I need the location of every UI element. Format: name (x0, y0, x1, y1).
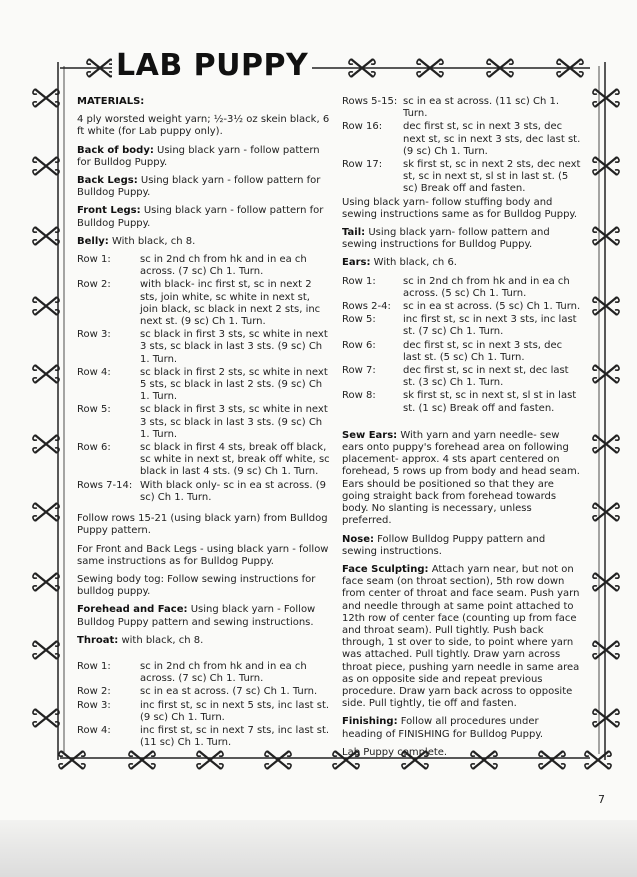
forehead-label: Forehead and Face: (77, 604, 188, 616)
ears-section (342, 257, 582, 269)
sew-ears-label: Sew Ears: (342, 429, 398, 441)
throat-label: Throat: (77, 634, 119, 646)
row-label: Row 2: (77, 279, 111, 291)
pattern-row (342, 121, 582, 158)
row-text: dec first st, sc in next st, dec last st. (3 sc) Ch 1. Turn. (403, 365, 569, 389)
row-label: Row 5: (342, 314, 376, 326)
belly-text: With black, ch 8. (108, 235, 196, 247)
spacer (342, 416, 582, 430)
row-text: sk first st, sc in next 2 sts, dec next st, sc in next st, sl st in last st. (5 sc) Break off and fasten. (403, 159, 581, 195)
row-text: sc in ea st across. (5 sc) Ch 1. Turn. (403, 301, 581, 313)
throat-rows (77, 661, 330, 749)
row-text: inc first st, sc in next 3 sts, inc last st. (7 sc) Ch 1. Turn. (403, 314, 577, 338)
front-legs-text: Using black yarn - follow pattern for Bulldog Puppy. (77, 205, 324, 229)
page-number: 7 (598, 793, 605, 806)
row-text: sc black in first 4 sts, break off black, sc white in next st, break off white, sc black in last 4 sts. (9 sc) Ch 1. Turn. (140, 442, 330, 478)
front-legs-label: Front Legs: (77, 205, 141, 217)
back-legs-section (77, 175, 330, 199)
belly-label: Belly: (77, 235, 109, 247)
page-title: LAB PUPPY (112, 46, 312, 86)
belly-section (77, 236, 330, 248)
row-label: Row 1: (77, 660, 111, 672)
sewing-body-text: Sewing body tog: Follow sewing instructions for bulldog puppy. (77, 573, 316, 598)
row-label: Rows 7-14: (77, 479, 133, 491)
row-label: Row 4: (77, 366, 111, 378)
materials-text: 4 ply worsted weight yarn; ½-3½ oz skein black, 6 ft white (for Lab puppy only). (77, 114, 330, 138)
ear-rows (342, 276, 582, 415)
back-of-body-text: Using black yarn - follow pattern for Bulldog Puppy. (77, 144, 320, 168)
row-label: Row 5: (77, 404, 111, 416)
row-label: Row 3: (77, 329, 111, 341)
pattern-row (342, 390, 582, 414)
face-sculpting-section (342, 564, 582, 710)
row-text: sc in ea st across. (7 sc) Ch 1. Turn. (140, 686, 318, 698)
pattern-row (342, 159, 582, 196)
tail-section (342, 227, 582, 251)
pattern-row (77, 404, 330, 441)
row-text: dec first st, sc in next 3 sts, dec next st, sc in next 3 sts, dec last st. (9 sc) Ch 1. Turn. (403, 121, 581, 157)
throat-text: with black, ch 8. (118, 634, 204, 646)
pattern-row (77, 661, 330, 685)
pattern-row (77, 254, 330, 278)
pattern-row (342, 96, 582, 120)
ears-text: With black, ch 6. (370, 257, 457, 269)
finishing-text: Follow all procedures under heading of FINISHING for Bulldog Puppy. (342, 716, 544, 740)
nose-label: Nose: (342, 533, 374, 545)
spacer (77, 505, 330, 513)
row-label: Row 6: (77, 442, 111, 454)
pattern-row (77, 686, 330, 698)
row-text: sc in 2nd ch from hk and in ea ch across. (7 sc) Ch 1. Turn. (140, 254, 307, 278)
row-label: Row 1: (77, 254, 111, 266)
finishing-section (342, 716, 582, 740)
back-legs-label: Back Legs: (77, 175, 138, 187)
back-of-body-section (77, 145, 330, 169)
follow-rows-text: Follow rows 15-21 (using black yarn) from Bulldog Puppy pattern. (77, 513, 328, 537)
row-label: Row 4: (77, 724, 111, 736)
pattern-row (77, 480, 330, 504)
pattern-row (342, 365, 582, 389)
tail-label: Tail: (342, 227, 366, 239)
face-sculpting-text: Attach yarn near, but not on face seam (on throat section), 5th row down from center of throat and face seam. Push yarn and needle through at same point attached to 12th row of center face (counting up from face and throat seam). Pull tightly. Push back through, 1 st over to side, to point where yarn was attached. Pull tightly. Draw yarn across throat piece, pushing yarn needle in same area as on opposite side and repeat previous procedure. Draw yarn back across to opposite side. Pull tightly, tie off and fasten. (342, 563, 580, 710)
sew-ears-text: With yarn and yarn needle- sew ears onto puppy's forehead area on following placement- approx. 4 sts apart centered on forehead, 5 rows up from body and head seam. Ears should be positioned so that they are going straight back from forehead towards body. No slanting is necessary, unless preferred. (342, 429, 580, 527)
row-label: Row 2: (77, 686, 111, 698)
row-text: inc first st, sc in next 5 sts, inc last st. (9 sc) Ch 1. Turn. (140, 699, 330, 723)
row-label: Rows 2-4: (342, 301, 391, 313)
front-legs-section (77, 205, 330, 229)
row-label: Row 16: (342, 121, 383, 133)
pattern-row (77, 700, 330, 724)
row-text: dec first st, sc in next 3 sts, dec last st. (5 sc) Ch 1. Turn. (403, 339, 563, 363)
pattern-row (77, 279, 330, 328)
row-text: sc black in first 2 sts, sc white in next 5 sts, sc black in last 2 sts. (9 sc) Ch 1. Turn. (140, 366, 328, 403)
nose-section (342, 534, 582, 558)
row-text: sk first st, sc in next st, sl st in last st. (1 sc) Break off and fasten. (403, 390, 577, 414)
forehead-text: Using black yarn - Follow Bulldog Puppy pattern and sewing instructions. (77, 604, 316, 628)
pattern-row (342, 314, 582, 338)
throat-rows-continued (342, 96, 582, 196)
pattern-row (342, 301, 582, 313)
row-text: with black- inc first st, sc in next 2 sts, join white, sc white in next st, join black, sc black in next 2 sts, inc next st. (9 sc) Ch 1. Turn. (140, 279, 321, 328)
complete-text: Lab Puppy complete. (342, 746, 448, 758)
materials-section (77, 96, 330, 108)
row-text: With black only- sc in ea st across. (9 sc) Ch 1. Turn. (140, 479, 326, 503)
pattern-row (77, 367, 330, 404)
left-column (77, 96, 330, 750)
pattern-row (342, 340, 582, 364)
throat-section (77, 635, 330, 647)
pattern-row (77, 442, 330, 479)
front-back-legs-text: For Front and Back Legs - using black yarn - follow same instructions as for Bulldog Puppy. (77, 543, 329, 567)
row-label: Row 6: (342, 339, 376, 351)
face-sculpting-label: Face Sculpting: (342, 563, 429, 575)
pattern-row (77, 329, 330, 366)
row-text: sc black in first 3 sts, sc white in next 3 sts, sc black in last 3 sts. (9 sc) Ch 1. Turn. (140, 329, 328, 365)
row-label: Row 7: (342, 365, 376, 377)
right-column (342, 96, 582, 765)
row-text: sc black in first 3 sts, sc white in next 3 sts, sc black in last 3 sts. (9 sc) Ch 1. Turn. (140, 404, 328, 440)
tail-text: Using black yarn- follow pattern and sewing instructions for Bulldog Puppy. (342, 227, 550, 251)
belly-rows (77, 254, 330, 504)
finishing-label: Finishing: (342, 716, 398, 728)
back-legs-text: Using black yarn - follow pattern for Bulldog Puppy. (77, 175, 321, 199)
pattern-row (342, 276, 582, 300)
ears-label: Ears: (342, 257, 371, 269)
forehead-section (77, 604, 330, 628)
row-label: Row 3: (77, 699, 111, 711)
nose-text: Follow Bulldog Puppy pattern and sewing instructions. (342, 533, 546, 557)
materials-heading: MATERIALS: (77, 96, 145, 107)
row-label: Row 8: (342, 390, 376, 402)
pattern-row (77, 725, 330, 749)
row-label: Row 1: (342, 275, 376, 287)
spacer (77, 653, 330, 661)
row-text: sc in 2nd ch from hk and in ea ch across. (5 sc) Ch 1. Turn. (403, 275, 570, 299)
stuffing-text: Using black yarn- follow stuffing body and sewing instructions same as for Bulldog Puppy. (342, 196, 578, 220)
row-label: Rows 5-15: (342, 96, 398, 107)
row-text: sc in 2nd ch from hk and in ea ch across. (7 sc) Ch 1. Turn. (140, 660, 307, 685)
back-of-body-label: Back of body: (77, 144, 154, 156)
row-text: inc first st, sc in next 7 sts, inc last st. (11 sc) Ch 1. Turn. (140, 724, 330, 749)
row-text: sc in ea st across. (11 sc) Ch 1. Turn. (403, 96, 559, 120)
row-label: Row 17: (342, 159, 383, 171)
sew-ears-section (342, 430, 582, 528)
